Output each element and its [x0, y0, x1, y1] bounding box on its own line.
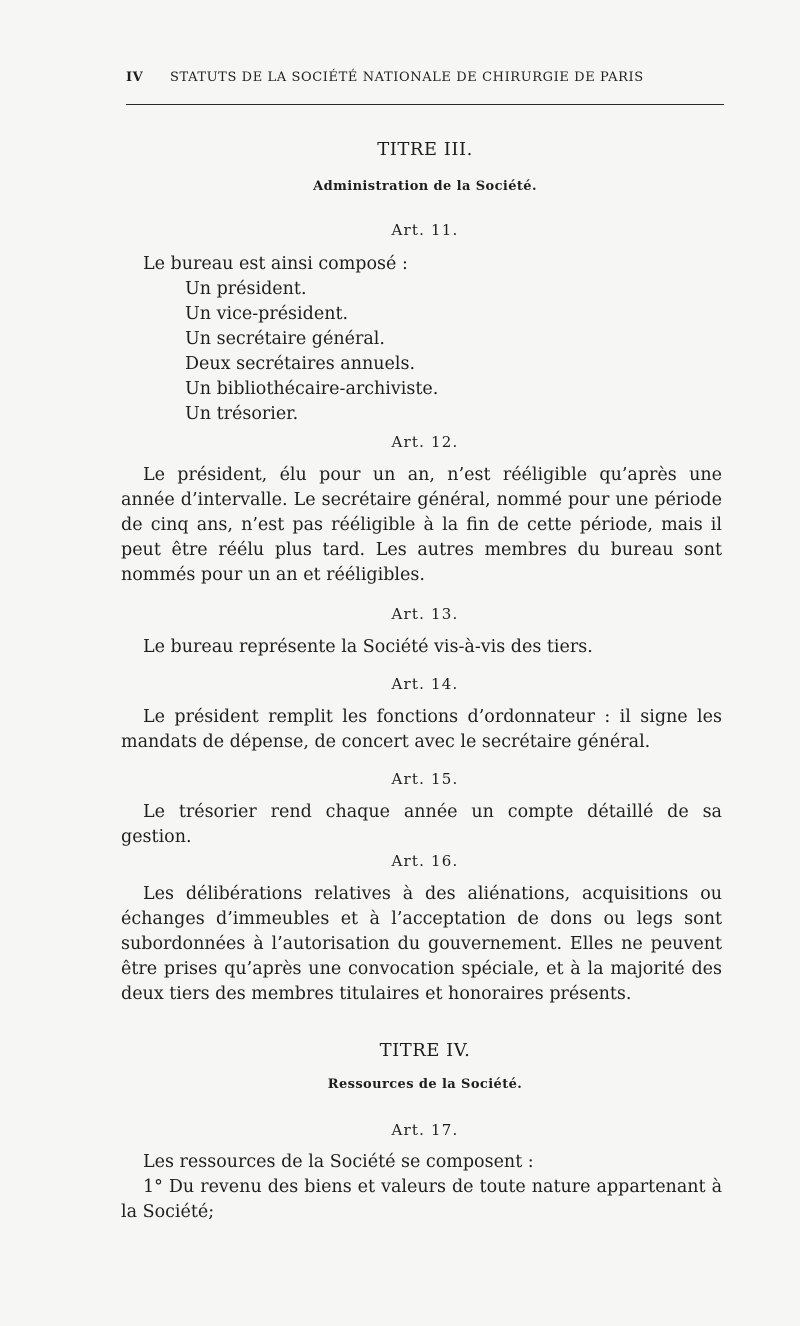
bureau-member: Un président. — [185, 279, 307, 299]
article-16-line: Les délibérations relatives à des aliénations, acquisitions ou — [143, 884, 722, 904]
article-16-line: échanges d’immeubles et à l’acceptation de dons ou legs sont — [121, 909, 722, 929]
bureau-member: Un bibliothécaire-archiviste. — [185, 379, 439, 399]
article-15-label: Art. 15. — [391, 770, 459, 788]
running-header — [126, 70, 724, 85]
article-14-label: Art. 14. — [391, 675, 459, 693]
titre-iv-heading: TITRE IV. — [379, 1040, 471, 1061]
bureau-member: Un trésorier. — [185, 404, 299, 424]
bureau-member: Un vice-président. — [185, 304, 349, 324]
article-17-line: la Société; — [121, 1202, 215, 1222]
page-number: IV — [126, 70, 144, 85]
article-14-line: mandats de dépense, de concert avec le secrétaire général. — [121, 732, 651, 752]
article-16-line: deux tiers des membres titulaires et honoraires présents. — [121, 984, 632, 1004]
article-14-line: Le président remplit les fonctions d’ordonnateur : il signe les — [143, 707, 722, 727]
titre-iii-heading: TITRE III. — [377, 139, 473, 160]
article-12-label: Art. 12. — [391, 433, 459, 451]
article-13-line: Le bureau représente la Société vis-à-vis des tiers. — [143, 637, 593, 657]
article-12-line: de cinq ans, n’est pas rééligible à la fin de cette période, mais il — [121, 515, 722, 535]
article-17-line: Les ressources de la Société se composent : — [143, 1152, 534, 1172]
article-15-line: gestion. — [121, 827, 192, 847]
titre-iv-subtitle: Ressources de la Société. — [327, 1077, 523, 1092]
article-11-intro: Le bureau est ainsi composé : — [143, 254, 408, 274]
header-rule — [126, 104, 724, 105]
running-title: STATUTS DE LA SOCIÉTÉ NATIONALE DE CHIRURGIE DE PARIS — [170, 70, 644, 85]
article-16-line: subordonnées à l’autorisation du gouvernement. Elles ne peuvent — [121, 934, 722, 954]
titre-iii-subtitle: Administration de la Société. — [313, 179, 537, 194]
article-17-label: Art. 17. — [391, 1121, 459, 1139]
article-12-line: Le président, élu pour un an, n’est rééligible qu’après une — [143, 465, 722, 485]
article-12-line: année d’intervalle. Le secrétaire général, nommé pour une période — [121, 490, 722, 510]
article-17-line: 1° Du revenu des biens et valeurs de toute nature appartenant à — [143, 1177, 722, 1197]
article-16-line: être prises qu’après une convocation spéciale, et à la majorité des — [121, 959, 722, 979]
article-12-line: peut être réélu plus tard. Les autres membres du bureau sont — [121, 540, 722, 560]
article-11-label: Art. 11. — [391, 221, 459, 239]
bureau-member: Un secrétaire général. — [185, 329, 385, 349]
article-12-line: nommés pour un an et rééligibles. — [121, 565, 425, 585]
article-16-label: Art. 16. — [391, 852, 459, 870]
article-13-label: Art. 13. — [391, 605, 459, 623]
bureau-member: Deux secrétaires annuels. — [185, 354, 416, 374]
article-15-line: Le trésorier rend chaque année un compte détaillé de sa — [143, 802, 722, 822]
